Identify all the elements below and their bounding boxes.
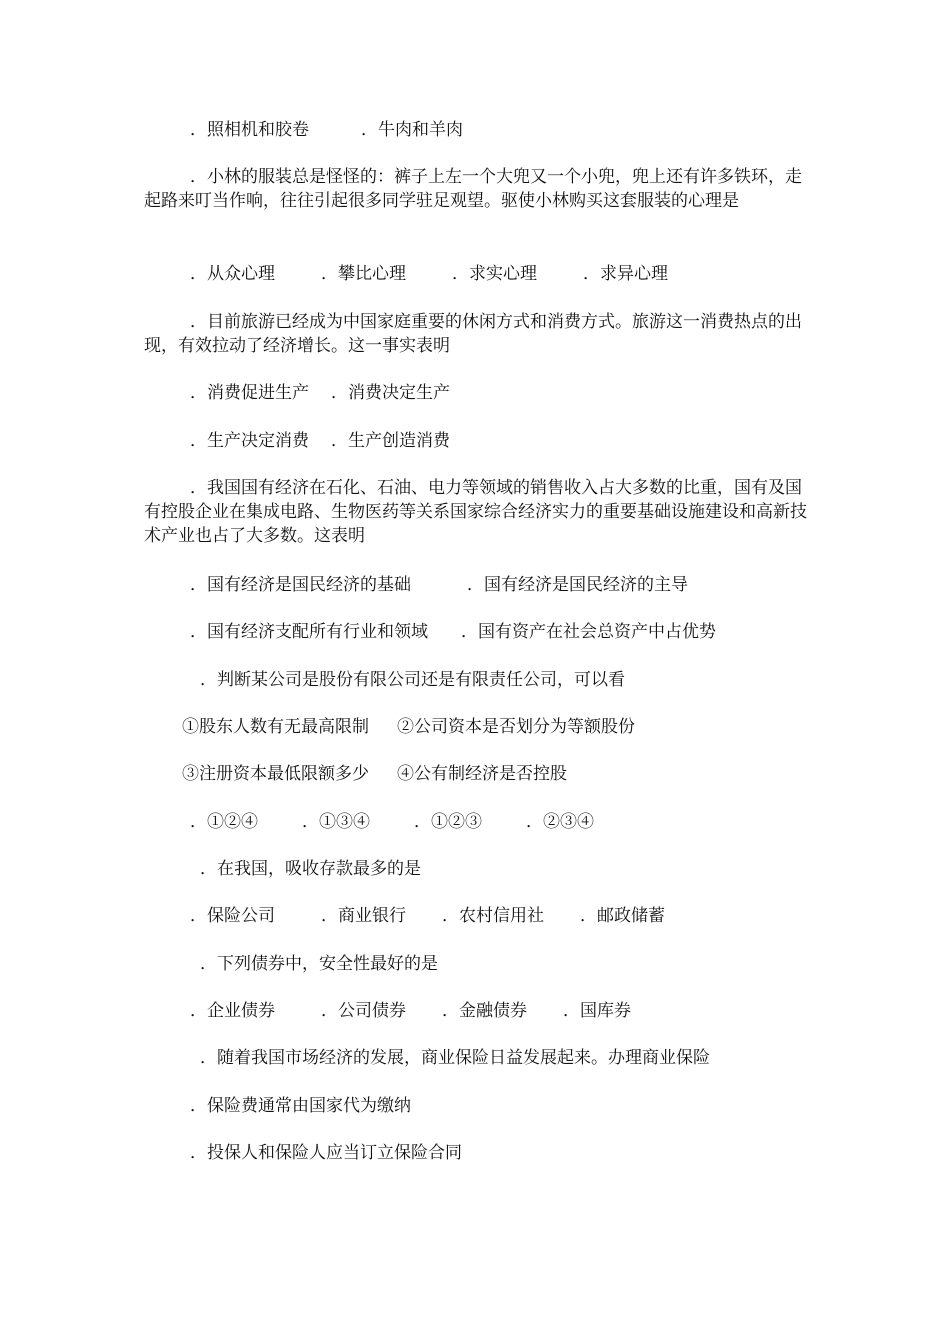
question-stem: ．目前旅游已经成为中国家庭重要的休闲方式和消费方式。旅游这一消费热点的出现，有效拉动了经济增长。这一事实表明 <box>144 312 802 356</box>
statement-text: ①股东人数有无最高限制 <box>182 717 369 737</box>
option-text: ．国有经济是国民经济的基础 <box>190 575 411 595</box>
option-text: ．求实心理 <box>452 264 537 284</box>
option-text: ．农村信用社 <box>442 906 544 926</box>
option-text: ．①②④ <box>190 812 258 832</box>
statement-text: ③注册资本最低限额多少 <box>182 764 369 784</box>
question-stem: ．下列债券中，安全性最好的是 <box>200 954 438 974</box>
option-text: ．牛肉和羊肉 <box>361 120 463 140</box>
question-stem: ．判断某公司是股份有限公司还是有限责任公司，可以看 <box>200 670 625 690</box>
option-text: ．国有经济支配所有行业和领域 <box>190 622 428 642</box>
option-text: ．金融债券 <box>442 1001 527 1021</box>
question-stem: ．随着我国市场经济的发展，商业保险日益发展起来。办理商业保险 <box>200 1048 710 1068</box>
option-text: ．国库券 <box>563 1001 631 1021</box>
option-text: ．②③④ <box>526 812 594 832</box>
option-text: ．求异心理 <box>583 264 668 284</box>
option-text: ．消费决定生产 <box>331 383 450 403</box>
option-row <box>190 904 665 928</box>
option-text: ．生产决定消费 <box>190 431 309 451</box>
option-text: ．①②③ <box>414 812 482 832</box>
option-text: ．消费促进生产 <box>190 383 309 403</box>
question-stem: ．我国国有经济在石化、石油、电力等领域的销售收入占大多数的比重，国有及国有控股企业在集成电路、生物医药等关系国家综合经济实力的重要基础设施建设和高新技术产业也占了大多数。这表明 <box>144 478 807 546</box>
option-row <box>190 620 716 644</box>
option-text: ．公司债券 <box>321 1001 406 1021</box>
statement-row <box>182 762 567 786</box>
option-text: ．攀比心理 <box>321 264 406 284</box>
option-text: ．从众心理 <box>190 264 275 284</box>
option-row <box>190 118 463 142</box>
option-text: ．商业银行 <box>321 906 406 926</box>
option-text: ．①③④ <box>302 812 370 832</box>
option-row <box>190 262 668 286</box>
question-stem: ．在我国，吸收存款最多的是 <box>200 859 421 879</box>
option-text: ．国有资产在社会总资产中占优势 <box>461 622 716 642</box>
statement-text: ④公有制经济是否控股 <box>397 764 567 784</box>
option-text: ．保险公司 <box>190 906 275 926</box>
option-text: ．生产创造消费 <box>331 431 450 451</box>
option-row <box>190 999 631 1023</box>
option-row <box>190 810 594 834</box>
option-text: ．企业债券 <box>190 1001 275 1021</box>
option-text: ．保险费通常由国家代为缴纳 <box>190 1096 411 1116</box>
option-row <box>190 573 688 597</box>
option-row <box>190 429 450 453</box>
option-text: ．邮政储蓄 <box>580 906 665 926</box>
option-text: ．照相机和胶卷 <box>190 120 309 140</box>
option-text: ．国有经济是国民经济的主导 <box>467 575 688 595</box>
option-text: ．投保人和保险人应当订立保险合同 <box>190 1143 462 1163</box>
option-row <box>190 381 450 405</box>
question-stem: ．小林的服装总是怪怪的：裤子上左一个大兜又一个小兜，兜上还有许多铁环，走起路来叮当作响，往往引起很多同学驻足观望。驱使小林购买这套服装的心理是 <box>144 167 802 211</box>
statement-text: ②公司资本是否划分为等额股份 <box>397 717 635 737</box>
statement-row <box>182 715 635 739</box>
